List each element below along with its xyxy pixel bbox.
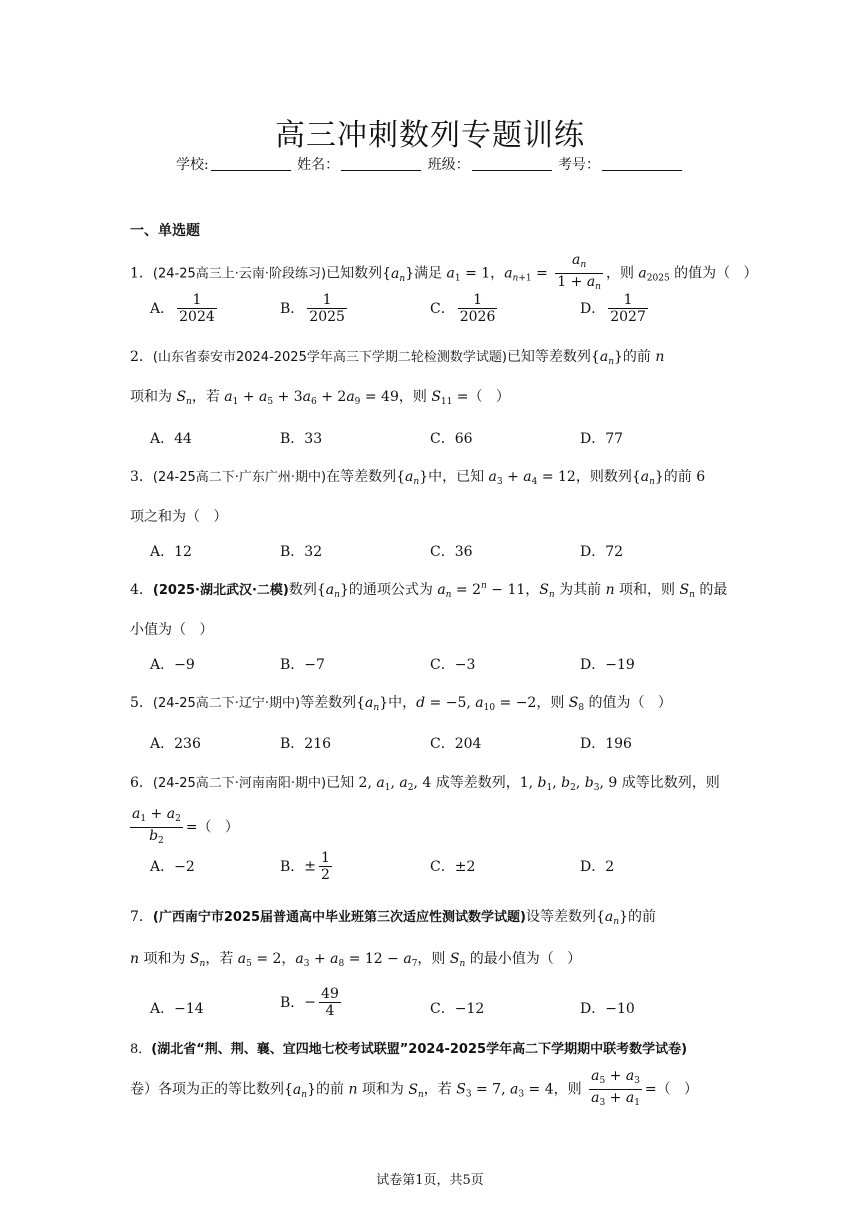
question-source: (24-25高二下·辽宁·期中) <box>152 696 301 711</box>
page-title: 高三冲刺数列专题训练 <box>275 118 585 153</box>
question-source: (湖北省“荆、荆、襄、宜四地七校考试联盟”2024-2025学年高二下学期期中联考数学试卷) <box>151 1042 688 1057</box>
option-d[interactable]: D． $\frac{1}{2027}$ <box>580 292 646 325</box>
options-q4 <box>150 654 750 684</box>
class-label: 班级： <box>427 157 470 173</box>
options-q6 <box>150 850 750 886</box>
question-4-cont: 小值为（ ） <box>130 622 214 638</box>
question-3: 3．(24-25高二下·广东广州·期中)在等差数列$\{a_n\}$中，已知 $a_3 + a_4 = 12$，则数列$\{a_n\}$的前 6 <box>130 469 706 487</box>
page-footer: 试卷第1页，共5页 <box>376 1173 484 1188</box>
option-b[interactable]: B．− $\frac{49}{4}$ <box>280 986 339 1019</box>
class-blank <box>472 157 552 171</box>
question-5: 5．(24-25高二下·辽宁·期中)等差数列$\{a_n\}$中，d = −5, $a_{10} = -2$，则 $S_8$ 的值为（ ） <box>130 695 672 713</box>
number-label: 考号： <box>558 157 601 173</box>
option-a[interactable]: A．12 <box>150 544 192 560</box>
question-source: (24-25高二下·河南南阳·期中) <box>152 776 327 791</box>
student-info-row <box>0 154 860 174</box>
question-4: 4．(2025·湖北武汉·二模)数列$\{a_n\}$的通项公式为 $a_n = 2^n - 11$，$S_n$ 为其前 n 项和，则 $S_n$ 的最 <box>130 581 728 600</box>
question-8-cont: 卷）各项为正的等比数列$\{a_n\}$的前 n 项和为 $S_n$，若 $S_3 = 7$, $a_3 = 4$，则 $\frac{a_5 + a_3}{a_3 + a_1}$ =（ ） <box>130 1068 740 1111</box>
question-source: (2025·湖北武汉·二模) <box>152 583 289 598</box>
options-q3 <box>150 541 750 571</box>
option-a[interactable]: A．44 <box>150 431 192 447</box>
option-c[interactable]: C． $\frac{1}{2026}$ <box>430 292 496 325</box>
option-c[interactable]: C．±2 <box>430 859 476 875</box>
question-8: 8．(湖北省“荆、荆、襄、宜四地七校考试联盟”2024-2025学年高二下学期期中联考数学试卷) <box>130 1042 688 1057</box>
question-1: 1．(24-25高三上·云南·阶段练习)已知数列$\{a_n\}$满足 $a_1 = 1$，$a_{n+1}$ = $\frac{a_n}{1 + a_n}$ ，则 $a_{2025}$ 的值为（ ） <box>130 252 740 295</box>
school-blank <box>211 157 291 171</box>
option-d[interactable]: D．2 <box>580 859 615 875</box>
options-q5 <box>150 733 750 763</box>
option-b[interactable]: B．32 <box>280 544 323 560</box>
option-b[interactable]: B．± $\frac{1}{2}$ <box>280 850 330 883</box>
option-a[interactable]: A．−14 <box>150 1001 204 1017</box>
question-source: (广西南宁市2025届普通高中毕业班第三次适应性测试数学试题) <box>152 910 526 925</box>
question-7-cont: n 项和为 $S_n$，若 $a_5 = 2$，$a_3 + a_8 = 12 - a_7$，则 $S_n$ 的最小值为（ ） <box>130 951 582 969</box>
option-d[interactable]: D．72 <box>580 544 624 560</box>
option-a[interactable]: A．−9 <box>150 657 195 673</box>
name-label: 姓名： <box>297 157 340 173</box>
option-c[interactable]: C．−12 <box>430 1001 485 1017</box>
option-b[interactable]: B．−7 <box>280 657 325 673</box>
question-3-cont: 项之和为（ ） <box>130 509 228 525</box>
option-b[interactable]: B． $\frac{1}{2025}$ <box>280 292 345 325</box>
question-source: (24-25高二下·广东广州·期中) <box>152 470 327 485</box>
question-2-cont: 项和为 $S_n$，若 $a_1 + a_5 + 3a_6 + 2a_9 = 49$，则 $S_{11}$ =（ ） <box>130 389 510 407</box>
section-heading: 一、单选题 <box>130 223 200 239</box>
option-a[interactable]: A．−2 <box>150 859 195 875</box>
question-source: (山东省泰安市2024-2025学年高三下学期二轮检测数学试题) <box>152 350 507 365</box>
option-d[interactable]: D．77 <box>580 431 624 447</box>
option-d[interactable]: D．196 <box>580 736 632 752</box>
option-c[interactable]: C．−3 <box>430 657 476 673</box>
name-blank <box>341 157 421 171</box>
number-blank <box>602 157 682 171</box>
question-6-cont: $\frac{a_1 + a_2}{b_2}$ =（ ） <box>130 806 740 849</box>
options-q7 <box>150 986 750 1028</box>
option-d[interactable]: D．−19 <box>580 657 635 673</box>
question-7: 7．(广西南宁市2025届普通高中毕业班第三次适应性测试数学试题)设等差数列$\{a_n\}$的前 <box>130 909 656 927</box>
option-c[interactable]: C．36 <box>430 544 473 560</box>
option-b[interactable]: B．33 <box>280 431 323 447</box>
question-source: (24-25高三上·云南·阶段练习) <box>152 266 327 282</box>
question-2: 2．(山东省泰安市2024-2025学年高三下学期二轮检测数学试题)已知等差数列$\{a_n\}$的前 n <box>130 349 665 367</box>
option-c[interactable]: C．66 <box>430 431 473 447</box>
options-q1 <box>150 292 750 325</box>
option-a[interactable]: A． $\frac{1}{2024}$ <box>150 292 215 325</box>
options-q2 <box>150 428 750 458</box>
question-6: 6．(24-25高二下·河南南阳·期中)已知 2, $a_1$, $a_2$, 4 成等差数列，1, $b_1$, $b_2$, $b_3$, 9 成等比数列，则 <box>130 775 720 793</box>
school-label: 学校: <box>175 157 209 173</box>
option-d[interactable]: D．−10 <box>580 1001 635 1017</box>
option-a[interactable]: A．236 <box>150 736 201 752</box>
option-c[interactable]: C．204 <box>430 736 482 752</box>
option-b[interactable]: B．216 <box>280 736 332 752</box>
